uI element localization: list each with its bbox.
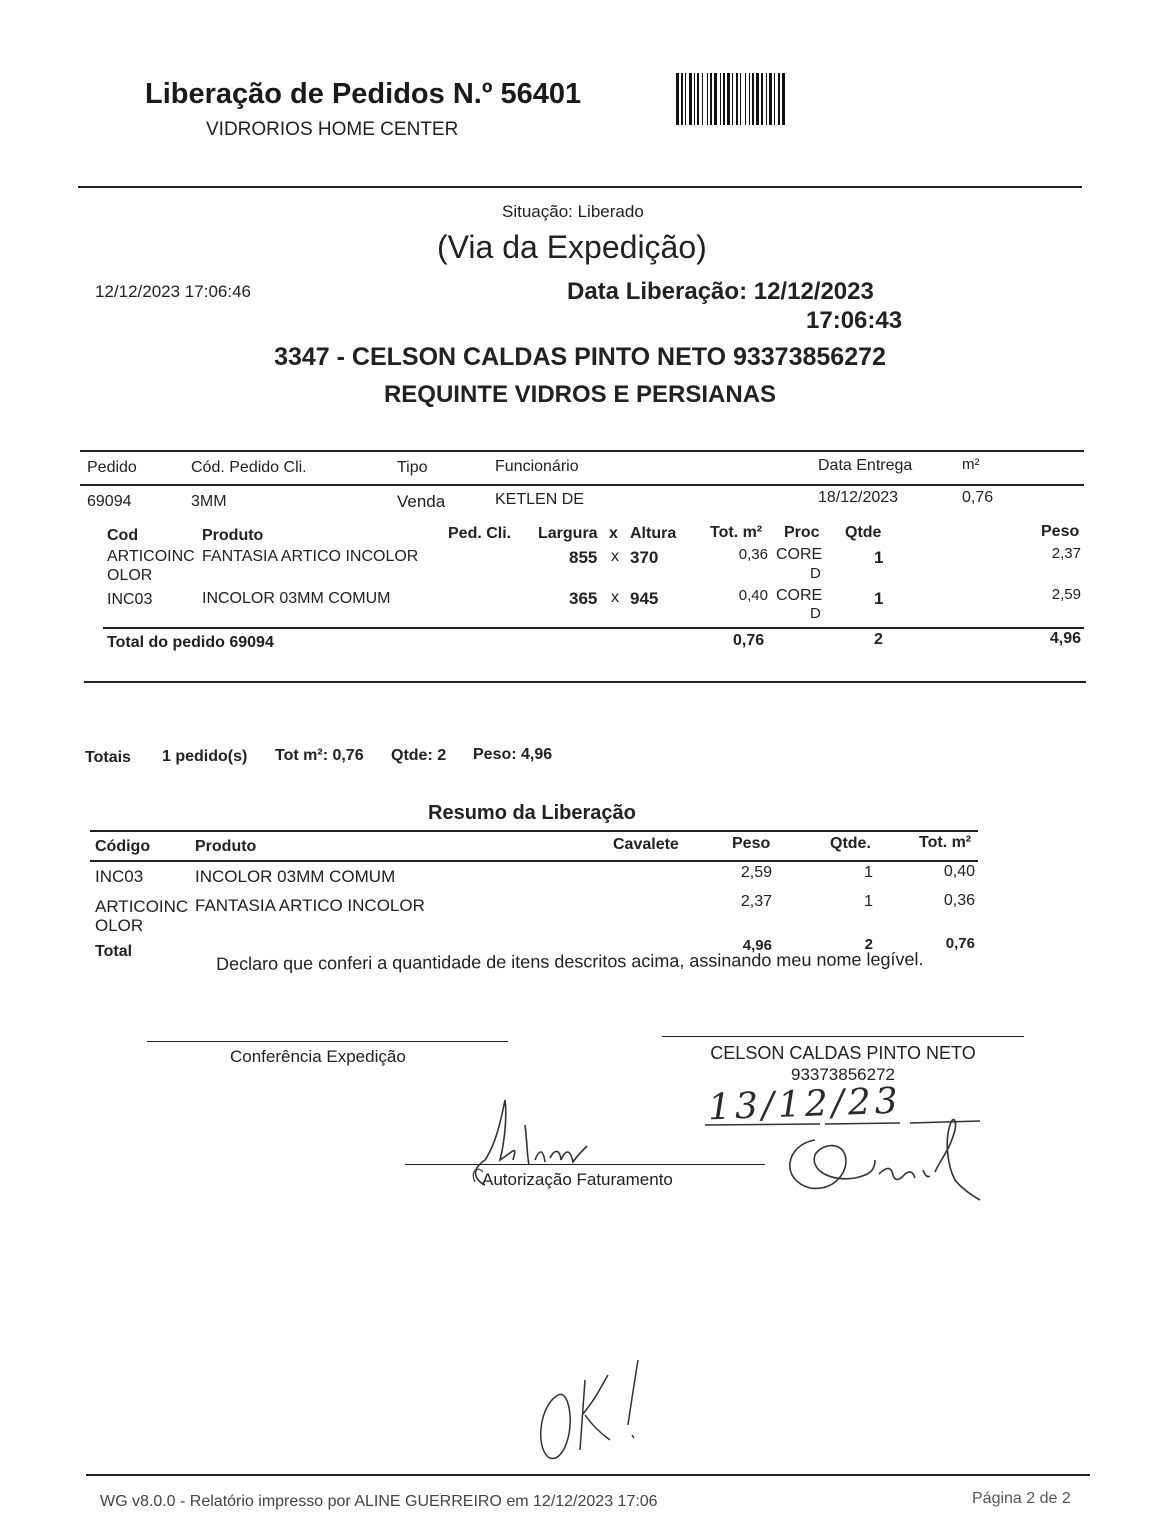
item-proc-cont: D (810, 565, 821, 582)
order-total-peso: 4,96 (1049, 630, 1081, 647)
resumo-col-qtde: Qtde. (830, 835, 871, 852)
totals-label: Totais (85, 749, 131, 766)
resumo-col-peso: Peso (732, 835, 771, 852)
item-x: x (611, 548, 619, 565)
resumo-total-label: Total (95, 943, 133, 960)
item-col-x: x (609, 525, 618, 542)
header-divider (78, 186, 1082, 188)
resumo-header-rule (90, 860, 978, 862)
item-largura: 855 (569, 548, 598, 567)
status-line: Situação: Liberado (502, 202, 644, 221)
item-col-tot-m2: Tot. m² (710, 524, 763, 541)
resumo-peso: 2,37 (740, 893, 772, 910)
col-data-entrega: Data Entrega (818, 457, 913, 474)
resumo-top-rule (90, 830, 978, 832)
order-table-header-rule (80, 484, 1084, 486)
barcode-bar (782, 73, 785, 125)
handwritten-date: 13/12/23 (707, 1080, 903, 1129)
conferencia-label: Conferência Expedição (230, 1047, 406, 1066)
item-qtde: 1 (874, 589, 884, 608)
order-data-entrega: 18/12/2023 (818, 489, 899, 506)
footer-rule (86, 1474, 1090, 1476)
barcode-bar (710, 73, 712, 125)
item-col-peso: Peso (1041, 523, 1080, 540)
barcode-bar (707, 73, 708, 125)
resumo-peso: 2,59 (740, 864, 772, 881)
barcode (676, 73, 852, 125)
barcode-bar (756, 73, 759, 125)
order-pedido: 69094 (87, 493, 132, 510)
col-pedido: Pedido (87, 459, 137, 476)
customer-company: REQUINTE VIDROS E PERSIANAS (383, 381, 777, 408)
item-altura: 945 (630, 589, 659, 608)
order-total-rule (103, 627, 1084, 629)
item-col-qtde: Qtde (845, 524, 882, 541)
order-total-m2: 0,76 (733, 632, 765, 649)
order-cod-pedido-cli: 3MM (191, 493, 227, 510)
col-tipo: Tipo (397, 459, 428, 476)
item-tot-m2: 0,36 (738, 546, 768, 563)
barcode-bar (720, 73, 721, 125)
footer-left: WG v8.0.0 - Relatório impresso por ALINE GUERREIRO em 12/12/2023 17:06 (100, 1493, 658, 1510)
resumo-produto: INCOLOR 03MM COMUM (195, 867, 396, 886)
resumo-qtde: 1 (864, 893, 873, 910)
company-name: VIDRORIOS HOME CENTER (206, 119, 459, 140)
barcode-bar (685, 73, 686, 125)
item-cod: ARTICOINC (107, 548, 195, 565)
order-section-bottom-rule (84, 681, 1086, 683)
order-funcionario: KETLEN DE (495, 491, 584, 508)
barcode-bar (727, 73, 730, 125)
item-peso: 2,37 (1051, 545, 1081, 562)
item-cod: INC03 (107, 591, 153, 608)
handwritten-ok-mark (530, 1355, 650, 1465)
col-cod-pedido-cli: Cód. Pedido Cli. (191, 459, 307, 476)
item-proc: CORE (776, 587, 823, 604)
resumo-tot-m2: 0,36 (943, 892, 975, 909)
barcode-bar (749, 73, 750, 125)
item-x: x (611, 589, 619, 606)
item-peso: 2,59 (1051, 586, 1081, 603)
declaration-text: Declaro que conferi a quantidade de itens descritos acima, assinando meu nome legível. (216, 949, 924, 974)
item-col-cod: Cod (107, 527, 139, 544)
footer-page: Página 2 de 2 (972, 1490, 1071, 1507)
release-date-value: 12/12/2023 (753, 278, 874, 305)
barcode-bar (774, 73, 775, 125)
order-m2: 0,76 (962, 489, 994, 506)
totals-pedidos: 1 pedido(s) (162, 748, 248, 765)
client-doc: 93373856272 (790, 1065, 895, 1084)
resumo-codigo: ARTICOINC (95, 897, 189, 916)
item-proc-cont: D (810, 605, 821, 622)
item-col-proc: Proc (784, 524, 820, 541)
resumo-title: Resumo da Liberação (428, 802, 636, 824)
barcode-bar (761, 73, 763, 125)
col-m2: m² (962, 456, 980, 473)
via-label: (Via da Expedição) (437, 229, 707, 265)
client-name: CELSON CALDAS PINTO NETO (710, 1043, 976, 1063)
resumo-col-cavalete: Cavalete (613, 836, 679, 853)
resumo-total-peso: 4,96 (742, 937, 772, 954)
barcode-bar (689, 73, 692, 125)
item-col-altura: Altura (630, 525, 677, 542)
resumo-tot-m2: 0,40 (943, 863, 975, 880)
item-produto: FANTASIA ARTICO INCOLOR (202, 548, 419, 565)
item-qtde: 1 (874, 548, 884, 567)
item-col-ped-cli: Ped. Cli. (448, 525, 512, 542)
release-date (567, 278, 874, 306)
authorization-signature-scribble (455, 1090, 605, 1190)
totals-qtde: Qtde: 2 (391, 747, 447, 764)
item-produto: INCOLOR 03MM COMUM (202, 590, 391, 607)
barcode-bar (769, 73, 772, 125)
barcode-bar (752, 73, 754, 125)
col-funcionario: Funcionário (495, 458, 579, 475)
barcode-bar (676, 73, 679, 125)
barcode-bar (740, 73, 741, 125)
release-time: 17:06:43 (806, 307, 903, 334)
resumo-total-qtde: 2 (864, 936, 873, 953)
resumo-codigo-cont: OLOR (95, 916, 144, 935)
client-signature-scribble (775, 1100, 985, 1205)
barcode-bar (745, 73, 746, 125)
customer-line: 3347 - CELSON CALDAS PINTO NETO 93373856272 (274, 343, 886, 371)
resumo-produto: FANTASIA ARTICO INCOLOR (195, 896, 425, 915)
autorizacao-label: Autorização Faturamento (482, 1170, 673, 1189)
barcode-bar (766, 73, 767, 125)
item-altura: 370 (630, 548, 659, 567)
item-col-produto: Produto (202, 527, 264, 544)
barcode-bar (697, 73, 699, 125)
order-tipo: Venda (397, 492, 446, 511)
item-col-largura: Largura (538, 525, 598, 542)
client-signature-line (662, 1036, 1024, 1037)
handwritten-ok-text (660, 1410, 662, 1411)
order-total-label: Total do pedido 69094 (107, 634, 274, 651)
conferencia-signature-line (147, 1041, 508, 1042)
barcode-bar (723, 73, 725, 125)
resumo-total-m2: 0,76 (945, 935, 975, 952)
resumo-col-produto: Produto (195, 838, 257, 855)
totals-peso: Peso: 4,96 (473, 746, 553, 763)
totals-m2: Tot m²: 0,76 (275, 747, 364, 764)
release-label: Data Liberação: (567, 278, 748, 305)
item-largura: 365 (569, 589, 598, 608)
item-proc: CORE (776, 546, 823, 563)
resumo-col-codigo: Código (95, 838, 151, 855)
resumo-col-tot-m2: Tot. m² (919, 834, 972, 851)
resumo-codigo: INC03 (95, 867, 144, 886)
print-timestamp: 12/12/2023 17:06:46 (95, 282, 251, 301)
item-tot-m2: 0,40 (738, 587, 768, 604)
barcode-bar (736, 73, 738, 125)
item-cod-cont: OLOR (107, 567, 153, 584)
barcode-bar (681, 73, 683, 125)
barcode-bar (778, 73, 780, 125)
order-total-qtde: 2 (874, 631, 883, 648)
barcode-bar (732, 73, 733, 125)
document-title: Liberação de Pedidos N.º 56401 (145, 78, 582, 110)
barcode-bar (702, 73, 703, 125)
order-table-top-rule (80, 450, 1084, 452)
barcode-bar (694, 73, 695, 125)
resumo-qtde: 1 (864, 864, 873, 881)
barcode-bar (714, 73, 717, 125)
